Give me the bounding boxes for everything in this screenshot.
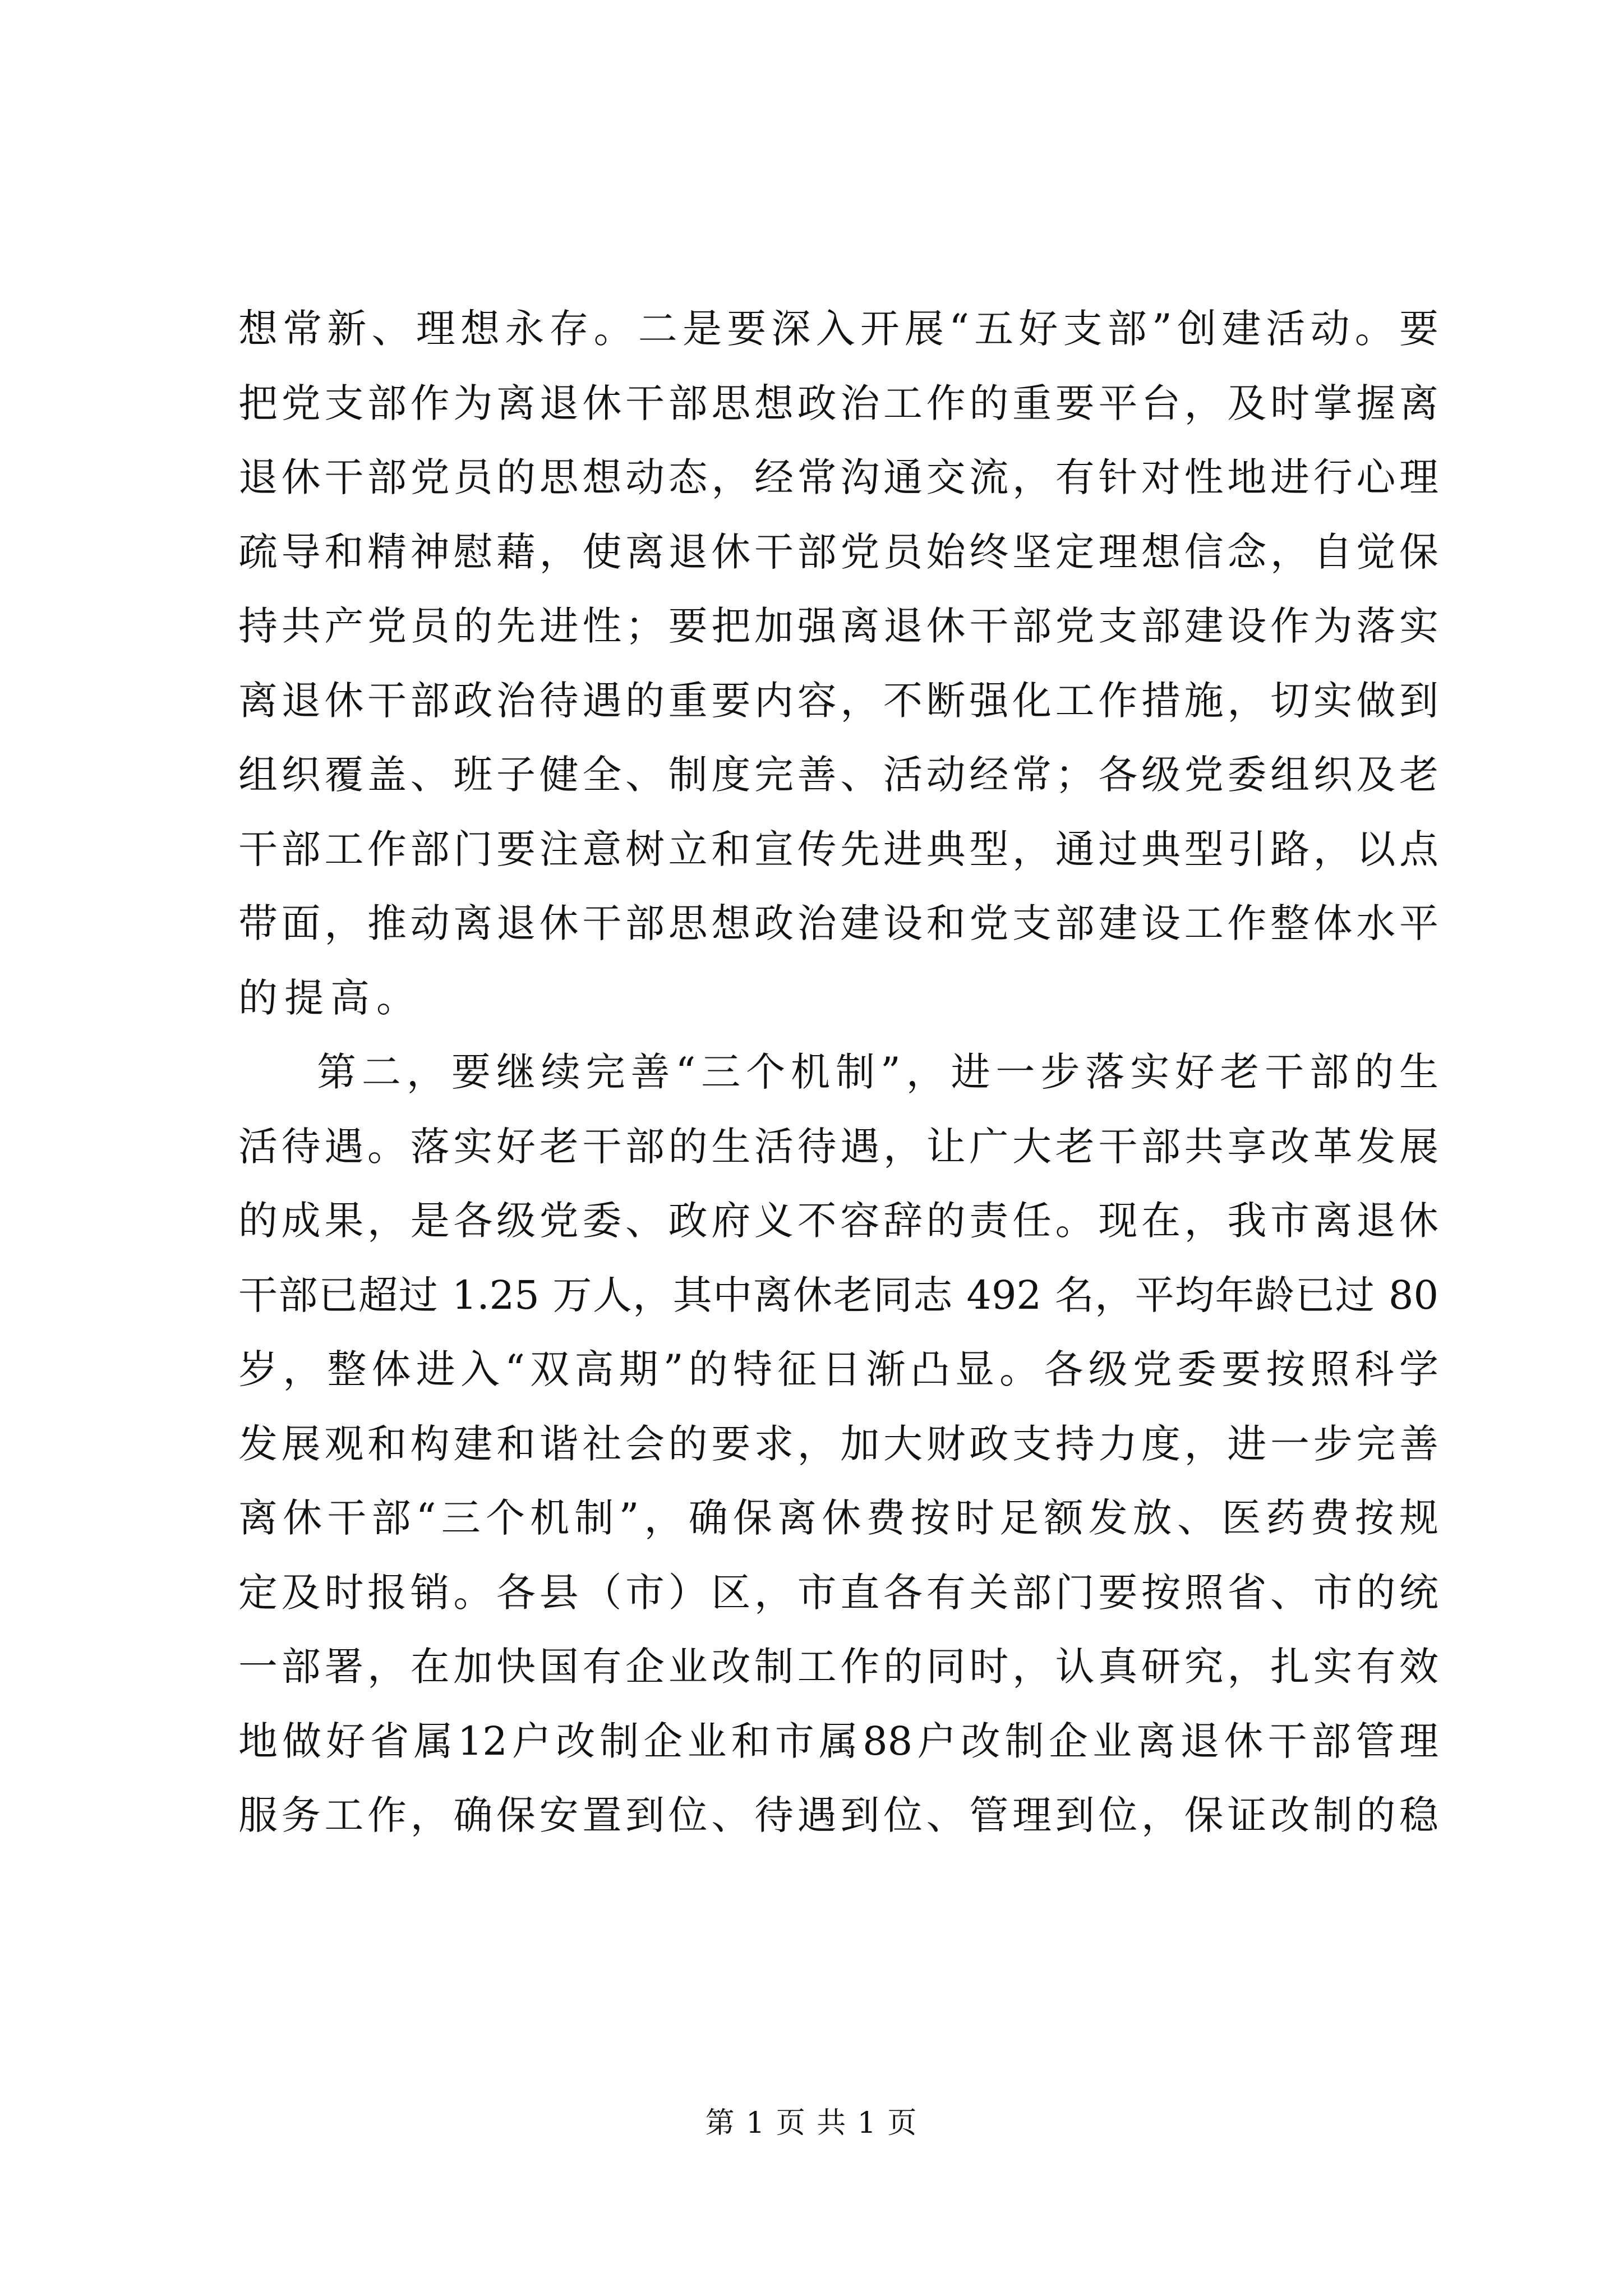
text-line: 退休干部党员的思想动态，经常沟通交流，有针对性地进行心理 [238, 454, 1438, 500]
text-line: 离休干部“三个机制”，确保离休费按时足额发放、医药费按规 [238, 1495, 1438, 1541]
text-line: 一部署，在加快国有企业改制工作的同时，认真研究，扎实有效 [238, 1644, 1438, 1690]
document-body [238, 292, 1438, 1853]
text-line: 干部工作部门要注意树立和宣传先进典型，通过典型引路，以点 [238, 826, 1438, 872]
text-line: 想常新、理想永存。二是要深入开展“五好支部”创建活动。要 [238, 306, 1438, 352]
text-line: 活待遇。落实好老干部的生活待遇，让广大老干部共享改革发展 [238, 1123, 1438, 1170]
page-number-footer: 第 1 页 共 1 页 [705, 2106, 918, 2140]
text-line: 干部已超过 1.25 万人，其中离休老同志 492 名，平均年龄已过 80 [238, 1272, 1438, 1318]
text-line: 的成果，是各级党委、政府义不容辞的责任。现在，我市离退休 [238, 1198, 1438, 1244]
text-line: 持共产党员的先进性；要把加强离退休干部党支部建设作为落实 [238, 603, 1438, 649]
paragraph-start-line: 第二，要继续完善“三个机制”，进一步落实好老干部的生 [317, 1049, 1438, 1095]
text-line: 发展观和构建和谐社会的要求，加大财政支持力度，进一步完善 [238, 1420, 1438, 1467]
text-line: 的提高。 [238, 974, 422, 1021]
text-line: 定及时报销。各县（市）区，市直各有关部门要按照省、市的统 [238, 1569, 1438, 1616]
text-line: 组织覆盖、班子健全、制度完善、活动经常；各级党委组织及老 [238, 752, 1438, 798]
text-line: 带面，推动离退休干部思想政治建设和党支部建设工作整体水平 [238, 900, 1438, 946]
text-line: 把党支部作为离退休干部思想政治工作的重要平台，及时掌握离 [238, 380, 1438, 426]
text-line: 地做好省属12户改制企业和市属88户改制企业离退休干部管理 [238, 1718, 1438, 1764]
text-line: 服务工作，确保安置到位、待遇到位、管理到位，保证改制的稳 [238, 1792, 1438, 1838]
text-line: 岁，整体进入“双高期”的特征日渐凸显。各级党委要按照科学 [238, 1346, 1438, 1392]
text-line: 疏导和精神慰藉，使离退休干部党员始终坚定理想信念，自觉保 [238, 528, 1438, 575]
text-line: 离退休干部政治待遇的重要内容，不断强化工作措施，切实做到 [238, 677, 1438, 724]
